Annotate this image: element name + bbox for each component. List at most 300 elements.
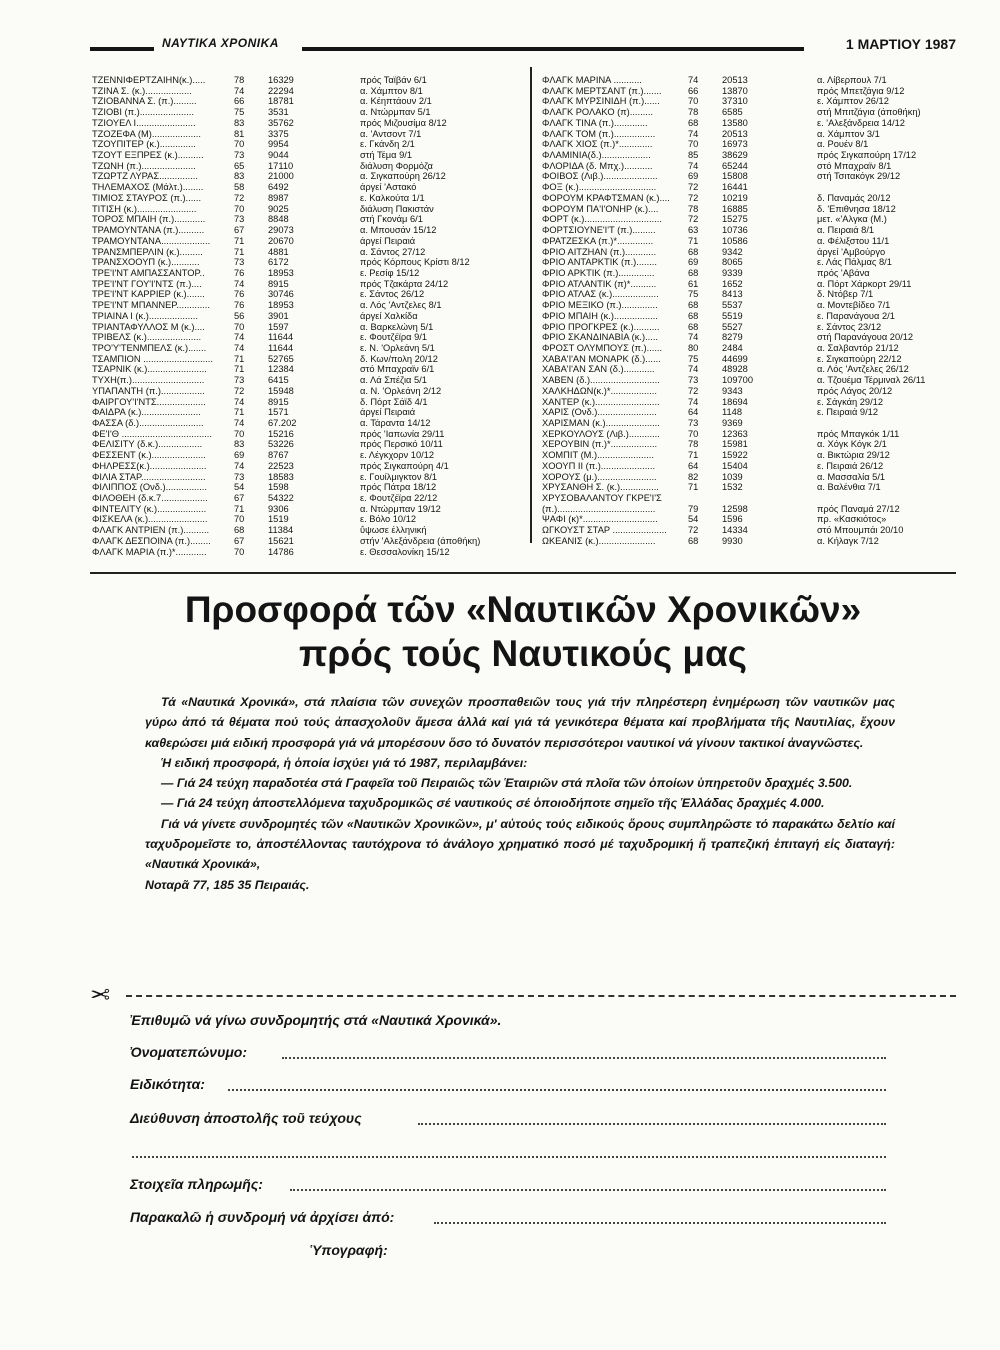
ship-status: α. Ντώρμπαν 19/12 xyxy=(360,503,441,514)
build-year: 74 xyxy=(688,160,699,171)
ship-status: στό Μπαχραϊν 6/1 xyxy=(360,364,435,375)
signature-field[interactable] xyxy=(310,1242,610,1266)
ship-name: ΦΕ'Ι'Θ ................................... xyxy=(92,428,212,439)
ship-name: ΥΠΑΠΑΝΤΗ (π.)................. xyxy=(92,385,205,396)
ship-name: ΧΕΡΚΟΥΛΟΥΣ (Λιβ.)............ xyxy=(542,428,660,439)
tonnage: 18583 xyxy=(268,471,294,482)
build-year: 82 xyxy=(688,471,699,482)
ship-name: ΦΛΑΓΚ ΡΟΛΑΚΟ (π)......... xyxy=(542,107,653,118)
list-item xyxy=(540,364,960,375)
ship-name: ΦΙΛΙΠΠΟΣ (Ονδ.)................ xyxy=(92,482,207,493)
ship-status: α. Πειραιά 8/1 xyxy=(817,225,875,236)
list-item xyxy=(540,96,960,107)
build-year: 74 xyxy=(234,332,245,343)
list-item xyxy=(540,354,960,365)
ship-name: ΦΡΑΤΖΕΣΚΑ (π.)*.............. xyxy=(542,235,654,246)
list-item xyxy=(540,375,960,386)
list-item xyxy=(92,514,522,525)
ship-status: α. Βικτώρια 29/12 xyxy=(817,450,890,461)
list-item xyxy=(540,118,960,129)
list-item xyxy=(92,75,522,86)
offer-paragraph: Γιά νά γίνετε συνδρομητές τῶν «Ναυτικῶν Χρονικῶν», μ' αὐτούς τούς ειδικούς ὅρους συμπληρῶστε τό παρακάτω δελτίο καί ταχυδρομεῖστε το, ἀποστέλλοντας ταυτόχρονα τό ἀνάλογο χρηματικό ποσό μέ ταχυδρομική ἤ τραπεζική ἐπιταγή εἰς διαταγή: «Ναυτικά Χρονικά», xyxy=(145,816,895,872)
tonnage: 30746 xyxy=(268,289,294,300)
list-item xyxy=(540,129,960,140)
build-year: 72 xyxy=(688,192,699,203)
ship-status: α. Ν. 'Ορλεάνη 2/12 xyxy=(360,385,442,396)
list-item xyxy=(540,311,960,322)
offer-title xyxy=(90,588,956,676)
ship-status: πρός Μπετζάγια 9/12 xyxy=(817,85,905,96)
tonnage: 1597 xyxy=(268,321,289,332)
ship-status: α. Μασσαλία 5/1 xyxy=(817,471,886,482)
build-year: 72 xyxy=(688,182,699,193)
tonnage: 18694 xyxy=(722,396,748,407)
ship-name: ΦΛΑΓΚ ΧΙΟΣ (π.)*............. xyxy=(542,139,653,150)
build-year: 74 xyxy=(688,332,699,343)
build-year: 81 xyxy=(234,128,245,139)
tonnage: 15808 xyxy=(722,171,748,182)
tonnage: 12598 xyxy=(722,503,748,514)
tonnage: 4881 xyxy=(268,246,289,257)
ship-status: α. Λίβερπουλ 7/1 xyxy=(817,75,887,85)
ship-name: ΤΡΙΒΕΛΣ (κ.)..................... xyxy=(92,332,202,343)
dashed-cut-line xyxy=(126,995,956,997)
tonnage: 65244 xyxy=(722,160,748,171)
ship-status: πρός Μπαγκόκ 1/11 xyxy=(817,428,900,439)
ship-name: ΦΛΟΡΙΔΑ (δ. Μπχ.)........... xyxy=(542,160,653,171)
ship-status: πρός Σιγκαπούρη 4/1 xyxy=(360,460,449,471)
ship-name: ΦΟΙΒΟΣ (Λιβ.)..................... xyxy=(542,171,658,182)
list-item xyxy=(92,461,522,472)
build-year: 71 xyxy=(688,450,699,461)
tonnage: 52765 xyxy=(268,353,294,364)
ship-status: πρός 'Αβάνα xyxy=(817,267,870,278)
tonnage: 8279 xyxy=(722,332,743,343)
tonnage: 6415 xyxy=(268,375,289,386)
build-year: 71 xyxy=(234,503,245,514)
tonnage: 15404 xyxy=(722,460,748,471)
ship-status: ε. Σάντος 26/12 xyxy=(360,289,425,300)
ship-name: ΦΟΞ (κ.).............................. xyxy=(542,182,657,193)
ship-name: ΤΡΕ'Ι'ΝΤ ΓΟΥ'Ι'ΝΤΣ (π.).... xyxy=(92,278,202,289)
list-item xyxy=(540,536,960,547)
list-item xyxy=(540,407,960,418)
name-label: Ὀνοματεπώνυμο: xyxy=(130,1044,248,1060)
tonnage: 20513 xyxy=(722,75,748,85)
ship-status: πρός Λάγος 20/12 xyxy=(817,385,893,396)
list-item xyxy=(540,418,960,429)
tonnage: 54322 xyxy=(268,493,294,504)
ship-status: δ. 'Επιθνησα 18/12 xyxy=(817,203,896,214)
ship-name: ΧΑΝΤΕΡ (κ.)......................... xyxy=(542,396,660,407)
build-year: 74 xyxy=(688,396,699,407)
tonnage: 5527 xyxy=(722,321,743,332)
ship-name: ΤΟΡΟΣ ΜΠΑΙΗ (π.)............ xyxy=(92,214,206,225)
column-divider xyxy=(530,67,532,543)
ship-status: α. Σιγκαπούρη 26/12 xyxy=(360,171,446,182)
ship-name: ΤΡΟ'Υ'ΤΕΝΜΠΕΛΣ (κ.)....... xyxy=(92,342,207,353)
offer-paragraph: Ἡ ειδική προσφορά, ἡ ὁποία ἰσχύει γιά τό 1987, περιλαμβάνει: xyxy=(161,755,528,770)
build-year: 64 xyxy=(688,407,699,418)
build-year: 78 xyxy=(234,75,245,85)
ship-name: ΦΡΙΟ ΜΠΑΙΗ (κ.)................. xyxy=(542,310,658,321)
ship-list-right xyxy=(540,75,960,547)
list-item xyxy=(92,289,522,300)
list-item xyxy=(540,214,960,225)
build-year: 68 xyxy=(688,321,699,332)
ship-status: α. Τάραντα 14/12 xyxy=(360,418,431,428)
list-item xyxy=(92,311,522,322)
ship-status: ε. Καλκούτα 1/1 xyxy=(360,192,425,203)
tonnage: 9025 xyxy=(268,203,289,214)
list-item xyxy=(92,204,522,215)
tonnage: 9342 xyxy=(722,246,743,257)
list-item xyxy=(92,472,522,483)
build-year: 76 xyxy=(234,267,245,278)
ship-status: διάλυση Φορμόζα xyxy=(360,160,433,171)
build-year: 72 xyxy=(688,525,699,536)
ship-status: ε. 'Αλεξάνδρεια 14/12 xyxy=(817,117,905,128)
ship-name: ΦΑΣΣΑ (δ.)......................... xyxy=(92,418,204,428)
build-year: 70 xyxy=(688,96,699,107)
ship-name: ΦΛΑΓΚ ΑΝΤΡΙΕΝ (π.).......... xyxy=(92,525,210,536)
tonnage: 9306 xyxy=(268,503,289,514)
payment-label: Στοιχεῖα πληρωμῆς: xyxy=(130,1176,263,1192)
issue-date: 1 ΜΑΡΤΙΟΥ 1987 xyxy=(845,36,956,52)
tonnage: 48928 xyxy=(722,364,748,375)
list-item xyxy=(540,429,960,440)
list-item xyxy=(540,504,960,515)
tonnage: 3531 xyxy=(268,107,289,118)
build-year: 67 xyxy=(234,493,245,504)
ship-status: πρός Τζακάρτα 24/12 xyxy=(360,278,449,289)
address-field-continued[interactable] xyxy=(130,1143,880,1167)
list-item xyxy=(540,332,960,343)
build-year: 69 xyxy=(234,450,245,461)
list-item xyxy=(540,461,960,472)
tonnage: 18953 xyxy=(268,267,294,278)
ship-status: ε. Φουτζέϊρα 22/12 xyxy=(360,493,438,504)
payment-dotted-line[interactable] xyxy=(290,1189,886,1191)
list-item xyxy=(92,257,522,268)
build-year: 70 xyxy=(234,514,245,525)
ship-name: ΦΟΡΟΥΜ ΚΡΑΦΤΣΜΑΝ (κ.).... xyxy=(542,192,670,203)
list-item xyxy=(540,182,960,193)
ship-status: δ. Ντόβερ 7/1 xyxy=(817,289,874,300)
list-item xyxy=(92,247,522,258)
list-item xyxy=(540,247,960,258)
build-year: 71 xyxy=(234,246,245,257)
build-year: 72 xyxy=(688,214,699,225)
list-item xyxy=(540,171,960,182)
build-year: 73 xyxy=(234,471,245,482)
list-item xyxy=(92,118,522,129)
ship-name: ΤΥΧΗ(π.)............................ xyxy=(92,375,205,386)
build-year: 68 xyxy=(688,267,699,278)
ship-status: στή Γκονάμ 6/1 xyxy=(360,214,423,225)
tonnage: 1598 xyxy=(268,482,289,493)
list-item xyxy=(92,332,522,343)
tonnage: 20513 xyxy=(722,128,748,139)
start-date-field[interactable] xyxy=(130,1209,880,1233)
tonnage: 5519 xyxy=(722,310,743,321)
ship-status: α. Λός 'Αντζελες 26/12 xyxy=(817,364,909,375)
build-year: 68 xyxy=(688,310,699,321)
list-item xyxy=(540,107,960,118)
ship-name: ΦΡΙΟ ΑΡΚΤΙΚ (π.).............. xyxy=(542,267,655,278)
ship-status: δ. Πόρτ Σάϊδ 4/1 xyxy=(360,396,428,407)
ship-status: ε. Θεσσαλονίκη 15/12 xyxy=(360,546,450,557)
ship-status: ε. Φουτζέϊρα 9/1 xyxy=(360,332,428,343)
list-item xyxy=(540,75,960,86)
ship-status: ε. Χάμπτον 26/12 xyxy=(817,96,889,107)
tonnage: 3901 xyxy=(268,310,289,321)
list-item xyxy=(92,418,522,429)
name-dotted-line[interactable] xyxy=(282,1057,886,1059)
tonnage: 12384 xyxy=(268,364,294,375)
publication-title: ΝΑΥΤΙΚΑ ΧΡΟΝΙΚΑ xyxy=(162,36,279,50)
ship-status: πρ. «Κασκιότος» xyxy=(817,514,887,525)
build-year: 85 xyxy=(688,150,699,161)
ship-status: ε. Λέγκχορν 10/12 xyxy=(360,450,435,461)
tonnage: 109700 xyxy=(722,375,754,386)
header-rule-left xyxy=(90,47,154,51)
build-year: 66 xyxy=(688,85,699,96)
list-item xyxy=(540,193,960,204)
ship-status: α. Χόγκ Κόγκ 2/1 xyxy=(817,439,887,450)
ship-status: α. Βαλένθια 7/1 xyxy=(817,482,881,493)
tonnage: 10219 xyxy=(722,192,748,203)
build-year: 73 xyxy=(234,214,245,225)
build-year: 76 xyxy=(234,289,245,300)
name-field[interactable] xyxy=(130,1044,880,1068)
build-year: 71 xyxy=(234,364,245,375)
build-year: 56 xyxy=(234,310,245,321)
ship-name: ΤΡΙΑΙΝΑ Ι (κ.)................... xyxy=(92,310,198,321)
offer-address: Νοταρᾶ 77, 185 35 Πειραιάς. xyxy=(145,877,310,892)
ship-status: ε. Λάς Πάλμας 8/1 xyxy=(817,257,892,268)
list-item xyxy=(92,225,522,236)
specialty-label: Ειδικότητα: xyxy=(130,1076,205,1092)
list-item xyxy=(92,150,522,161)
build-year: 69 xyxy=(688,257,699,268)
list-item xyxy=(92,214,522,225)
tonnage: 9954 xyxy=(268,139,289,150)
ship-name: ΦΡΙΟ ΑΙΤΖΗΑΝ (π.)............ xyxy=(542,246,657,257)
list-item xyxy=(540,514,960,525)
ship-status: α. Φέλιξστου 11/1 xyxy=(817,235,890,246)
ship-status: πρός Ταϊβάν 6/1 xyxy=(360,75,427,85)
ship-status: ε. Σάντος 23/12 xyxy=(817,321,882,332)
ship-status: ε. Σάγκάη 29/12 xyxy=(817,396,884,407)
tonnage: 15216 xyxy=(268,428,294,439)
build-year: 83 xyxy=(234,439,245,450)
address-dotted-line[interactable] xyxy=(418,1123,886,1125)
tonnage: 11384 xyxy=(268,525,294,536)
ship-name: ΤΖΙΟΥΕΛ Ι....................... xyxy=(92,117,196,128)
list-item xyxy=(540,482,960,493)
ship-name: ΩΓΚΟΥΣΤ ΣΤΑΡ ..................... xyxy=(542,525,667,536)
ship-status: ε. Πειραιά 26/12 xyxy=(817,460,884,471)
specialty-field[interactable] xyxy=(130,1076,880,1100)
build-year: 83 xyxy=(234,171,245,182)
ship-status: ΰψωσε έλληνική xyxy=(360,525,427,536)
start-date-dotted-line[interactable] xyxy=(434,1222,886,1224)
tonnage: 13870 xyxy=(722,85,748,96)
scissors-icon: ✂ xyxy=(90,982,111,1009)
build-year: 78 xyxy=(688,439,699,450)
list-item xyxy=(92,343,522,354)
build-year: 74 xyxy=(234,460,245,471)
specialty-dotted-line[interactable] xyxy=(228,1089,886,1091)
ship-name: ΤΖΙΟΒΑΝΝΑ Σ. (π.)......... xyxy=(92,96,197,107)
tonnage: 1148 xyxy=(722,407,742,418)
tonnage: 1532 xyxy=(722,482,743,493)
list-item xyxy=(92,450,522,461)
list-item xyxy=(92,107,522,118)
list-item xyxy=(540,386,960,397)
list-item xyxy=(92,129,522,140)
ship-name: ΦΡΙΟ ΣΚΑΝΔΙΝΑΒΙΑ (κ.)..... xyxy=(542,332,658,343)
tonnage: 9343 xyxy=(722,385,743,396)
build-year: 72 xyxy=(234,192,245,203)
tonnage: 13580 xyxy=(722,117,748,128)
ship-status: πρός Μιζουσίμα 8/12 xyxy=(360,117,447,128)
ship-name: ΧΑΒΑ'Ι'ΑΝ ΜΟΝΑΡΚ (δ.)...... xyxy=(542,353,661,364)
build-year: 73 xyxy=(234,257,245,268)
tonnage: 12363 xyxy=(722,428,748,439)
build-year: 70 xyxy=(234,546,245,557)
build-year: 70 xyxy=(234,428,245,439)
build-year: 76 xyxy=(234,300,245,311)
list-item xyxy=(92,525,522,536)
build-year: 66 xyxy=(234,96,245,107)
list-item xyxy=(92,397,522,408)
ship-status: πρός Περσικό 10/11 xyxy=(360,439,443,450)
list-item xyxy=(92,86,522,97)
build-year: 63 xyxy=(688,225,699,236)
list-item xyxy=(540,493,960,504)
ship-name: ΦΛΑΜΙΝΙΑ(δ.)................... xyxy=(542,150,651,161)
tonnage: 5537 xyxy=(722,300,743,311)
ship-status: α. Σαλβαντόρ 21/12 xyxy=(817,342,899,353)
address-field[interactable] xyxy=(130,1110,880,1134)
tonnage: 16885 xyxy=(722,203,748,214)
list-item xyxy=(540,139,960,150)
ship-status: στή Τέμα 9/1 xyxy=(360,150,413,161)
build-year: 78 xyxy=(688,203,699,214)
list-item xyxy=(92,386,522,397)
ship-status: α. Μπουσάν 15/12 xyxy=(360,225,437,236)
tonnage: 2484 xyxy=(722,342,743,353)
ship-name: ΦΟΡΤΣΙΟΥΝΕ'Ι'Τ (π.)......... xyxy=(542,225,656,236)
ship-name: ΦΑΙΡΓΟΥ'Ι'ΝΤΣ................... xyxy=(92,396,206,407)
ship-status: ε. Πειραιά 9/12 xyxy=(817,407,879,418)
ship-status: α. Μοντεβίδεο 7/1 xyxy=(817,300,891,311)
address-dotted-line-2[interactable] xyxy=(132,1156,886,1158)
ship-name: ΧΑΡΙΣ (Ονδ.)....................... xyxy=(542,407,657,418)
ship-status: στό Μπουμπάι 20/10 xyxy=(817,525,904,536)
build-year: 75 xyxy=(688,353,699,364)
offer-paragraph: — Γιά 24 τεύχη παραδοτέα στά Γραφεῖα τοῦ Πειραιῶς τῶν Ἑταιριῶν στά πλοῖα τῶν ὁποίων ὑπηρετοῦν δραχμές 3.500. xyxy=(161,776,853,791)
ship-status: πρός Πάτρα 18/12 xyxy=(360,482,437,493)
tonnage: 1571 xyxy=(268,407,289,418)
build-year: 78 xyxy=(688,107,699,118)
ship-name: ΤΙΜΙΟΣ ΣΤΑΥΡΟΣ (π.)...... xyxy=(92,192,202,203)
build-year: 72 xyxy=(234,385,245,396)
ship-status: στή Παρανάγουα 20/12 xyxy=(817,332,914,343)
tonnage: 18953 xyxy=(268,300,294,311)
list-item xyxy=(92,161,522,172)
ship-name: ΧΡΥΣΑΝΘΗ Σ. (κ.)............... xyxy=(542,482,659,493)
list-item xyxy=(540,225,960,236)
list-item xyxy=(92,493,522,504)
tonnage: 1596 xyxy=(722,514,743,525)
list-item xyxy=(92,504,522,515)
ship-status: α. 'Αντσοντ 7/1 xyxy=(360,128,422,139)
ship-name: ΧΑΡΙΣΜΑΝ (κ.)..................... xyxy=(542,418,660,428)
tonnage: 16973 xyxy=(722,139,748,150)
offer-title-line1: Προσφορά τῶν «Ναυτικῶν Χρονικῶν» xyxy=(184,589,862,630)
ship-name: ΧΟΜΠΙΤ (Μ.)...................... xyxy=(542,450,654,461)
build-year: 54 xyxy=(688,514,699,525)
start-date-label: Παρακαλῶ ἡ συνδρομή νά ἀρχίσει ἀπό: xyxy=(130,1209,395,1225)
ship-status: διάλυση Πακιστάν xyxy=(360,203,434,214)
tonnage: 8065 xyxy=(722,257,743,268)
build-year: 80 xyxy=(688,342,699,353)
tonnage: 11644 xyxy=(268,342,294,353)
ship-status: α. Χάμπτον 3/1 xyxy=(817,128,880,139)
list-item xyxy=(540,161,960,172)
tonnage: 53226 xyxy=(268,439,294,450)
list-item xyxy=(92,171,522,182)
offer-title-line2: πρός τούς Ναυτικούς μας xyxy=(299,633,747,674)
ship-name: ΧΡΥΣΟΒΑΛΑΝΤΟΥ ΓΚΡΕ'Ι'Σ xyxy=(542,493,662,504)
ship-name: ΧΟΡΟΥΣ (μ.)....................... xyxy=(542,471,657,482)
list-item xyxy=(540,236,960,247)
ship-status: α. Κέηπτάουν 2/1 xyxy=(360,96,432,107)
tonnage: 6172 xyxy=(268,257,289,268)
build-year: 70 xyxy=(234,139,245,150)
ship-status: ε. Παρανάγουα 2/1 xyxy=(817,310,895,321)
tonnage: 9044 xyxy=(268,150,289,161)
tonnage: 17110 xyxy=(268,160,294,171)
build-year: 74 xyxy=(688,128,699,139)
build-year: 79 xyxy=(688,503,699,514)
build-year: 61 xyxy=(688,278,699,289)
list-item xyxy=(540,450,960,461)
tonnage: 8915 xyxy=(268,278,289,289)
ship-name: ΦΑΙΔΡΑ (κ.)....................... xyxy=(92,407,201,418)
build-year: 70 xyxy=(234,203,245,214)
tonnage: 9339 xyxy=(722,267,743,278)
ship-status: α. Λά Σπέζια 5/1 xyxy=(360,375,427,386)
payment-field[interactable] xyxy=(130,1176,880,1200)
tonnage: 9369 xyxy=(722,418,743,428)
ship-name: ΧΕΡΟΥΒΙΝ (π.)*.................. xyxy=(542,439,658,450)
ship-status: ε. Σιγκαπούρη 22/12 xyxy=(817,353,902,364)
tonnage: 22294 xyxy=(268,85,294,96)
tonnage: 67.202 xyxy=(268,418,297,428)
tonnage: 22523 xyxy=(268,460,294,471)
build-year: 73 xyxy=(688,375,699,386)
ship-name: ΦΟΡΤ (κ.).............................. xyxy=(542,214,662,225)
ship-status: δ. Παναμάς 20/12 xyxy=(817,192,891,203)
ship-name: ΦΙΛΙΑ ΣΤΑΡ......................... xyxy=(92,471,206,482)
ship-name: ΦΕΛΙΣΙΤΥ (δ.κ.)................. xyxy=(92,439,203,450)
build-year: 71 xyxy=(688,235,699,246)
tonnage: 1039 xyxy=(722,471,743,482)
